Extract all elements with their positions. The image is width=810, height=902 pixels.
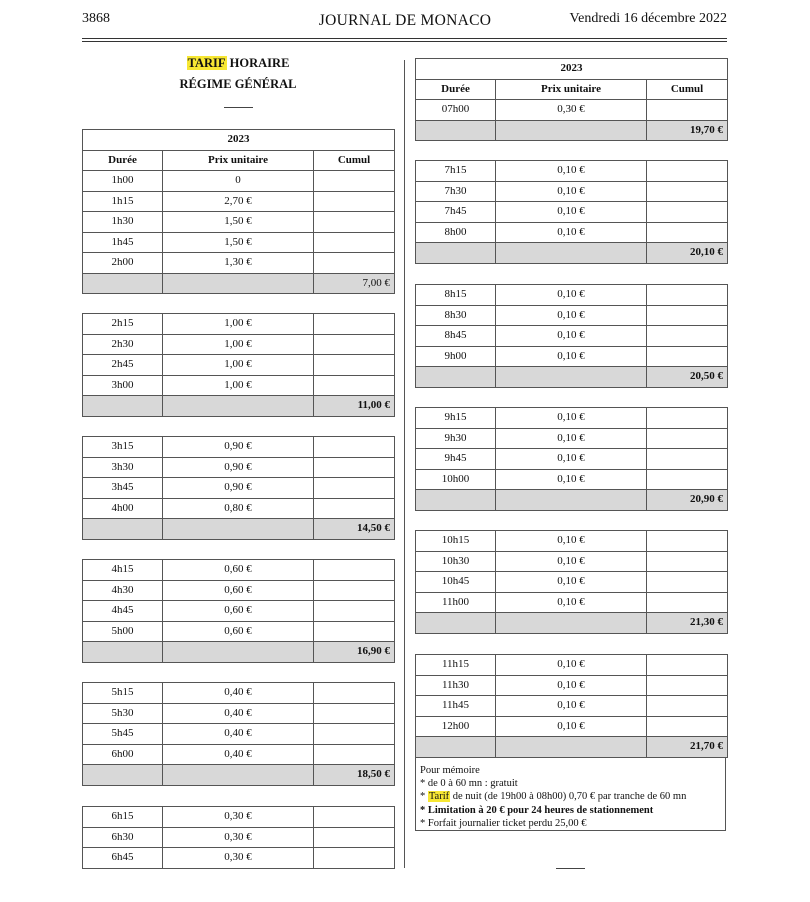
table-row bbox=[83, 498, 395, 519]
duration-cell: 7h15 bbox=[416, 161, 496, 182]
total-row bbox=[83, 519, 395, 540]
cumul-total: 20,10 € bbox=[647, 243, 728, 264]
table-row bbox=[83, 191, 395, 212]
cumul-cell bbox=[647, 551, 728, 572]
unit-price-cell: 0,10 € bbox=[496, 675, 647, 696]
table-row bbox=[83, 827, 395, 848]
table-row bbox=[83, 478, 395, 499]
unit-price-cell: 0 bbox=[163, 171, 314, 192]
table-row bbox=[416, 428, 728, 449]
tariff-table-2 bbox=[82, 313, 395, 417]
total-row bbox=[83, 642, 395, 663]
cumul-cell bbox=[314, 375, 395, 396]
duration-cell: 5h00 bbox=[83, 621, 163, 642]
table-row bbox=[83, 253, 395, 274]
cumul-cell bbox=[647, 428, 728, 449]
journal-title: JOURNAL DE MONACO bbox=[318, 12, 492, 29]
table-row bbox=[83, 457, 395, 478]
total-row bbox=[83, 273, 395, 294]
table-row bbox=[83, 314, 395, 335]
memo-title: Pour mémoire bbox=[420, 765, 480, 776]
cumul-cell bbox=[314, 191, 395, 212]
cumul-cell bbox=[314, 580, 395, 601]
total-empty-cell bbox=[163, 642, 314, 663]
duration-cell: 1h00 bbox=[83, 171, 163, 192]
total-empty-cell bbox=[416, 737, 496, 758]
unit-price-cell: 1,00 € bbox=[163, 355, 314, 376]
duration-cell: 8h45 bbox=[416, 326, 496, 347]
unit-price-cell: 0,10 € bbox=[496, 572, 647, 593]
unit-price-cell: 0,10 € bbox=[496, 469, 647, 490]
table-row bbox=[416, 222, 728, 243]
table-row bbox=[416, 469, 728, 490]
title-rule bbox=[224, 107, 253, 108]
table-row bbox=[416, 305, 728, 326]
table-row bbox=[416, 161, 728, 182]
tariff-table-5 bbox=[82, 682, 395, 786]
tariff-table-3 bbox=[82, 436, 395, 540]
memo-box bbox=[415, 757, 726, 831]
cumul-cell bbox=[647, 696, 728, 717]
tariff-table-10 bbox=[415, 407, 728, 511]
table-row bbox=[416, 696, 728, 717]
table-row bbox=[416, 675, 728, 696]
unit-price-cell: 1,50 € bbox=[163, 212, 314, 233]
duration-cell: 10h45 bbox=[416, 572, 496, 593]
total-empty-cell bbox=[83, 519, 163, 540]
total-row bbox=[416, 243, 728, 264]
memo-line-night-tariff bbox=[420, 790, 721, 803]
memo-limit-text: * Limitation à 20 € pour 24 heures de stationnement bbox=[420, 804, 654, 816]
issue-date: Vendredi 16 décembre 2022 bbox=[569, 11, 727, 26]
tariff-table-11 bbox=[415, 530, 728, 634]
cumul-total: 20,90 € bbox=[647, 490, 728, 511]
duration-cell: 8h15 bbox=[416, 285, 496, 306]
cumul-cell bbox=[314, 827, 395, 848]
cumul-cell bbox=[647, 161, 728, 182]
memo-prefix: * bbox=[420, 791, 428, 803]
table-row bbox=[83, 601, 395, 622]
table-row bbox=[416, 716, 728, 737]
cumul-total: 20,50 € bbox=[647, 367, 728, 388]
total-empty-cell bbox=[496, 737, 647, 758]
cumul-cell bbox=[314, 232, 395, 253]
table-row bbox=[416, 551, 728, 572]
tariff-table-8 bbox=[415, 160, 728, 264]
cumul-cell bbox=[647, 675, 728, 696]
unit-price-cell: 0,10 € bbox=[496, 326, 647, 347]
unit-price-cell: 0,80 € bbox=[163, 498, 314, 519]
duration-cell: 5h45 bbox=[83, 724, 163, 745]
cumul-total: 18,50 € bbox=[314, 765, 395, 786]
table-row bbox=[83, 355, 395, 376]
table-row bbox=[83, 621, 395, 642]
duration-cell: 1h15 bbox=[83, 191, 163, 212]
header-rule bbox=[82, 38, 727, 39]
table-row bbox=[83, 724, 395, 745]
cumul-cell bbox=[314, 601, 395, 622]
year-header: 2023 bbox=[416, 59, 728, 80]
cumul-cell bbox=[647, 181, 728, 202]
total-empty-cell bbox=[496, 120, 647, 141]
cumul-cell bbox=[314, 744, 395, 765]
unit-price-cell: 0,10 € bbox=[496, 285, 647, 306]
unit-price-cell: 0,10 € bbox=[496, 408, 647, 429]
table-row bbox=[416, 181, 728, 202]
total-empty-cell bbox=[83, 273, 163, 294]
cumul-cell bbox=[314, 478, 395, 499]
document-subtitle: RÉGIME GÉNÉRAL bbox=[179, 77, 297, 91]
duration-cell: 9h30 bbox=[416, 428, 496, 449]
memo-line-free: * de 0 à 60 mn : gratuit bbox=[420, 778, 518, 790]
total-empty-cell bbox=[163, 519, 314, 540]
total-empty-cell bbox=[416, 367, 496, 388]
cumul-cell bbox=[647, 716, 728, 737]
duration-cell: 1h45 bbox=[83, 232, 163, 253]
total-empty-cell bbox=[496, 613, 647, 634]
total-empty-cell bbox=[163, 396, 314, 417]
total-row bbox=[416, 367, 728, 388]
unit-price-cell: 0,60 € bbox=[163, 580, 314, 601]
document-title bbox=[82, 56, 394, 71]
duration-cell: 10h15 bbox=[416, 531, 496, 552]
total-empty-cell bbox=[416, 243, 496, 264]
cumul-cell bbox=[314, 171, 395, 192]
cumul-total: 21,30 € bbox=[647, 613, 728, 634]
table-row bbox=[83, 807, 395, 828]
cumul-total: 11,00 € bbox=[314, 396, 395, 417]
cumul-cell bbox=[647, 572, 728, 593]
tariff-table-6 bbox=[82, 806, 395, 869]
year-header: 2023 bbox=[83, 130, 395, 151]
table-row bbox=[416, 449, 728, 470]
unit-price-cell: 0,10 € bbox=[496, 449, 647, 470]
total-row bbox=[416, 490, 728, 511]
memo-highlight: Tarif bbox=[428, 791, 450, 803]
cumul-cell bbox=[647, 346, 728, 367]
duration-cell: 4h45 bbox=[83, 601, 163, 622]
unit-price-cell: 0,10 € bbox=[496, 346, 647, 367]
duration-cell: 11h30 bbox=[416, 675, 496, 696]
table-row bbox=[416, 655, 728, 676]
duration-cell: 12h00 bbox=[416, 716, 496, 737]
table-row bbox=[416, 408, 728, 429]
unit-price-cell: 1,00 € bbox=[163, 375, 314, 396]
total-row bbox=[416, 737, 728, 758]
cumul-cell bbox=[314, 703, 395, 724]
tariff-table-12 bbox=[415, 654, 728, 758]
cumul-cell bbox=[647, 285, 728, 306]
unit-price-cell: 1,30 € bbox=[163, 253, 314, 274]
unit-price-cell: 0,40 € bbox=[163, 683, 314, 704]
cumul-cell bbox=[647, 531, 728, 552]
duration-cell: 11h15 bbox=[416, 655, 496, 676]
cumul-cell bbox=[314, 212, 395, 233]
cumul-total: 19,70 € bbox=[647, 120, 728, 141]
unit-price-cell: 0,10 € bbox=[496, 305, 647, 326]
unit-price-cell: 0,90 € bbox=[163, 478, 314, 499]
tariff-table-4 bbox=[82, 559, 395, 663]
cumul-cell bbox=[314, 560, 395, 581]
page-number: 3868 bbox=[82, 11, 110, 26]
unit-price-cell: 0,90 € bbox=[163, 457, 314, 478]
col-header-prix: Prix unitaire bbox=[163, 150, 314, 171]
tariff-table-7 bbox=[415, 58, 728, 141]
unit-price-cell: 0,60 € bbox=[163, 601, 314, 622]
cumul-cell bbox=[314, 848, 395, 869]
duration-cell: 2h45 bbox=[83, 355, 163, 376]
title-highlight: TARIF bbox=[187, 56, 226, 70]
table-row bbox=[83, 212, 395, 233]
tariff-table-9 bbox=[415, 284, 728, 388]
table-row bbox=[416, 592, 728, 613]
table-row bbox=[83, 437, 395, 458]
duration-cell: 1h30 bbox=[83, 212, 163, 233]
total-row bbox=[83, 396, 395, 417]
total-empty-cell bbox=[496, 490, 647, 511]
duration-cell: 7h45 bbox=[416, 202, 496, 223]
table-row bbox=[416, 346, 728, 367]
unit-price-cell: 0,10 € bbox=[496, 551, 647, 572]
duration-cell: 8h00 bbox=[416, 222, 496, 243]
duration-cell: 7h30 bbox=[416, 181, 496, 202]
duration-cell: 3h00 bbox=[83, 375, 163, 396]
duration-cell: 3h45 bbox=[83, 478, 163, 499]
duration-cell: 5h15 bbox=[83, 683, 163, 704]
cumul-cell bbox=[647, 655, 728, 676]
unit-price-cell: 0,40 € bbox=[163, 724, 314, 745]
unit-price-cell: 0,40 € bbox=[163, 744, 314, 765]
duration-cell: 10h00 bbox=[416, 469, 496, 490]
total-row bbox=[416, 613, 728, 634]
duration-cell: 6h30 bbox=[83, 827, 163, 848]
total-row bbox=[416, 120, 728, 141]
cumul-total: 16,90 € bbox=[314, 642, 395, 663]
table-row bbox=[83, 560, 395, 581]
total-empty-cell bbox=[83, 396, 163, 417]
duration-cell: 11h45 bbox=[416, 696, 496, 717]
cumul-cell bbox=[314, 724, 395, 745]
memo-night-text: de nuit (de 19h00 à 08h00) 0,70 € par tranche de 60 mn bbox=[450, 791, 687, 803]
table-row bbox=[416, 202, 728, 223]
total-empty-cell bbox=[416, 490, 496, 511]
duration-cell: 3h30 bbox=[83, 457, 163, 478]
col-header-cumul: Cumul bbox=[647, 79, 728, 100]
cumul-cell bbox=[647, 408, 728, 429]
unit-price-cell: 0,10 € bbox=[496, 181, 647, 202]
memo-line-lost-ticket: * Forfait journalier ticket perdu 25,00 € bbox=[420, 817, 587, 829]
unit-price-cell: 0,10 € bbox=[496, 592, 647, 613]
end-rule bbox=[556, 868, 585, 869]
title-rest: HORAIRE bbox=[226, 56, 290, 70]
unit-price-cell: 0,10 € bbox=[496, 655, 647, 676]
total-empty-cell bbox=[163, 765, 314, 786]
total-row bbox=[83, 765, 395, 786]
duration-cell: 9h15 bbox=[416, 408, 496, 429]
cumul-cell bbox=[647, 469, 728, 490]
unit-price-cell: 0,60 € bbox=[163, 560, 314, 581]
duration-cell: 4h00 bbox=[83, 498, 163, 519]
table-row bbox=[416, 531, 728, 552]
unit-price-cell: 0,30 € bbox=[163, 827, 314, 848]
duration-cell: 5h30 bbox=[83, 703, 163, 724]
duration-cell: 2h00 bbox=[83, 253, 163, 274]
unit-price-cell: 0,10 € bbox=[496, 428, 647, 449]
cumul-cell bbox=[647, 100, 728, 121]
unit-price-cell: 0,60 € bbox=[163, 621, 314, 642]
column-separator bbox=[404, 60, 405, 868]
table-row bbox=[416, 100, 728, 121]
col-header-cumul: Cumul bbox=[314, 150, 395, 171]
table-row bbox=[83, 580, 395, 601]
table-row bbox=[416, 572, 728, 593]
table-row bbox=[83, 848, 395, 869]
col-header-duree: Durée bbox=[416, 79, 496, 100]
cumul-cell bbox=[647, 326, 728, 347]
unit-price-cell: 0,10 € bbox=[496, 161, 647, 182]
cumul-cell bbox=[314, 253, 395, 274]
cumul-cell bbox=[314, 683, 395, 704]
total-empty-cell bbox=[496, 367, 647, 388]
duration-cell: 9h00 bbox=[416, 346, 496, 367]
duration-cell: 3h15 bbox=[83, 437, 163, 458]
table-row bbox=[416, 326, 728, 347]
col-header-prix: Prix unitaire bbox=[496, 79, 647, 100]
table-row bbox=[83, 171, 395, 192]
duration-cell: 4h30 bbox=[83, 580, 163, 601]
unit-price-cell: 0,30 € bbox=[163, 848, 314, 869]
col-header-duree: Durée bbox=[83, 150, 163, 171]
cumul-cell bbox=[314, 355, 395, 376]
memo-line-limit bbox=[420, 804, 721, 817]
tariff-table-1 bbox=[82, 129, 395, 294]
duration-cell: 4h15 bbox=[83, 560, 163, 581]
unit-price-cell: 0,30 € bbox=[163, 807, 314, 828]
unit-price-cell: 1,50 € bbox=[163, 232, 314, 253]
cumul-cell bbox=[314, 498, 395, 519]
duration-cell: 11h00 bbox=[416, 592, 496, 613]
unit-price-cell: 0,10 € bbox=[496, 202, 647, 223]
table-row bbox=[83, 375, 395, 396]
cumul-total: 21,70 € bbox=[647, 737, 728, 758]
duration-cell: 07h00 bbox=[416, 100, 496, 121]
unit-price-cell: 0,10 € bbox=[496, 222, 647, 243]
cumul-cell bbox=[314, 314, 395, 335]
total-empty-cell bbox=[163, 273, 314, 294]
total-empty-cell bbox=[83, 765, 163, 786]
cumul-cell bbox=[647, 222, 728, 243]
unit-price-cell: 0,10 € bbox=[496, 716, 647, 737]
unit-price-cell: 0,40 € bbox=[163, 703, 314, 724]
unit-price-cell: 1,00 € bbox=[163, 314, 314, 335]
unit-price-cell: 0,10 € bbox=[496, 696, 647, 717]
cumul-cell bbox=[647, 305, 728, 326]
table-row bbox=[83, 744, 395, 765]
duration-cell: 2h15 bbox=[83, 314, 163, 335]
unit-price-cell: 0,90 € bbox=[163, 437, 314, 458]
cumul-cell bbox=[647, 449, 728, 470]
unit-price-cell: 0,10 € bbox=[496, 531, 647, 552]
table-row bbox=[83, 334, 395, 355]
duration-cell: 6h45 bbox=[83, 848, 163, 869]
total-empty-cell bbox=[496, 243, 647, 264]
unit-price-cell: 2,70 € bbox=[163, 191, 314, 212]
cumul-cell bbox=[314, 457, 395, 478]
total-empty-cell bbox=[416, 120, 496, 141]
total-empty-cell bbox=[416, 613, 496, 634]
table-row bbox=[83, 683, 395, 704]
cumul-cell bbox=[647, 592, 728, 613]
duration-cell: 8h30 bbox=[416, 305, 496, 326]
cumul-total: 7,00 € bbox=[314, 273, 395, 294]
cumul-cell bbox=[314, 334, 395, 355]
header-rule-double bbox=[82, 41, 727, 42]
duration-cell: 10h30 bbox=[416, 551, 496, 572]
table-row bbox=[83, 703, 395, 724]
table-row bbox=[83, 232, 395, 253]
duration-cell: 9h45 bbox=[416, 449, 496, 470]
cumul-cell bbox=[314, 807, 395, 828]
duration-cell: 2h30 bbox=[83, 334, 163, 355]
unit-price-cell: 0,30 € bbox=[496, 100, 647, 121]
cumul-cell bbox=[314, 437, 395, 458]
unit-price-cell: 1,00 € bbox=[163, 334, 314, 355]
table-row bbox=[416, 285, 728, 306]
duration-cell: 6h00 bbox=[83, 744, 163, 765]
total-empty-cell bbox=[83, 642, 163, 663]
cumul-cell bbox=[647, 202, 728, 223]
cumul-cell bbox=[314, 621, 395, 642]
duration-cell: 6h15 bbox=[83, 807, 163, 828]
cumul-total: 14,50 € bbox=[314, 519, 395, 540]
